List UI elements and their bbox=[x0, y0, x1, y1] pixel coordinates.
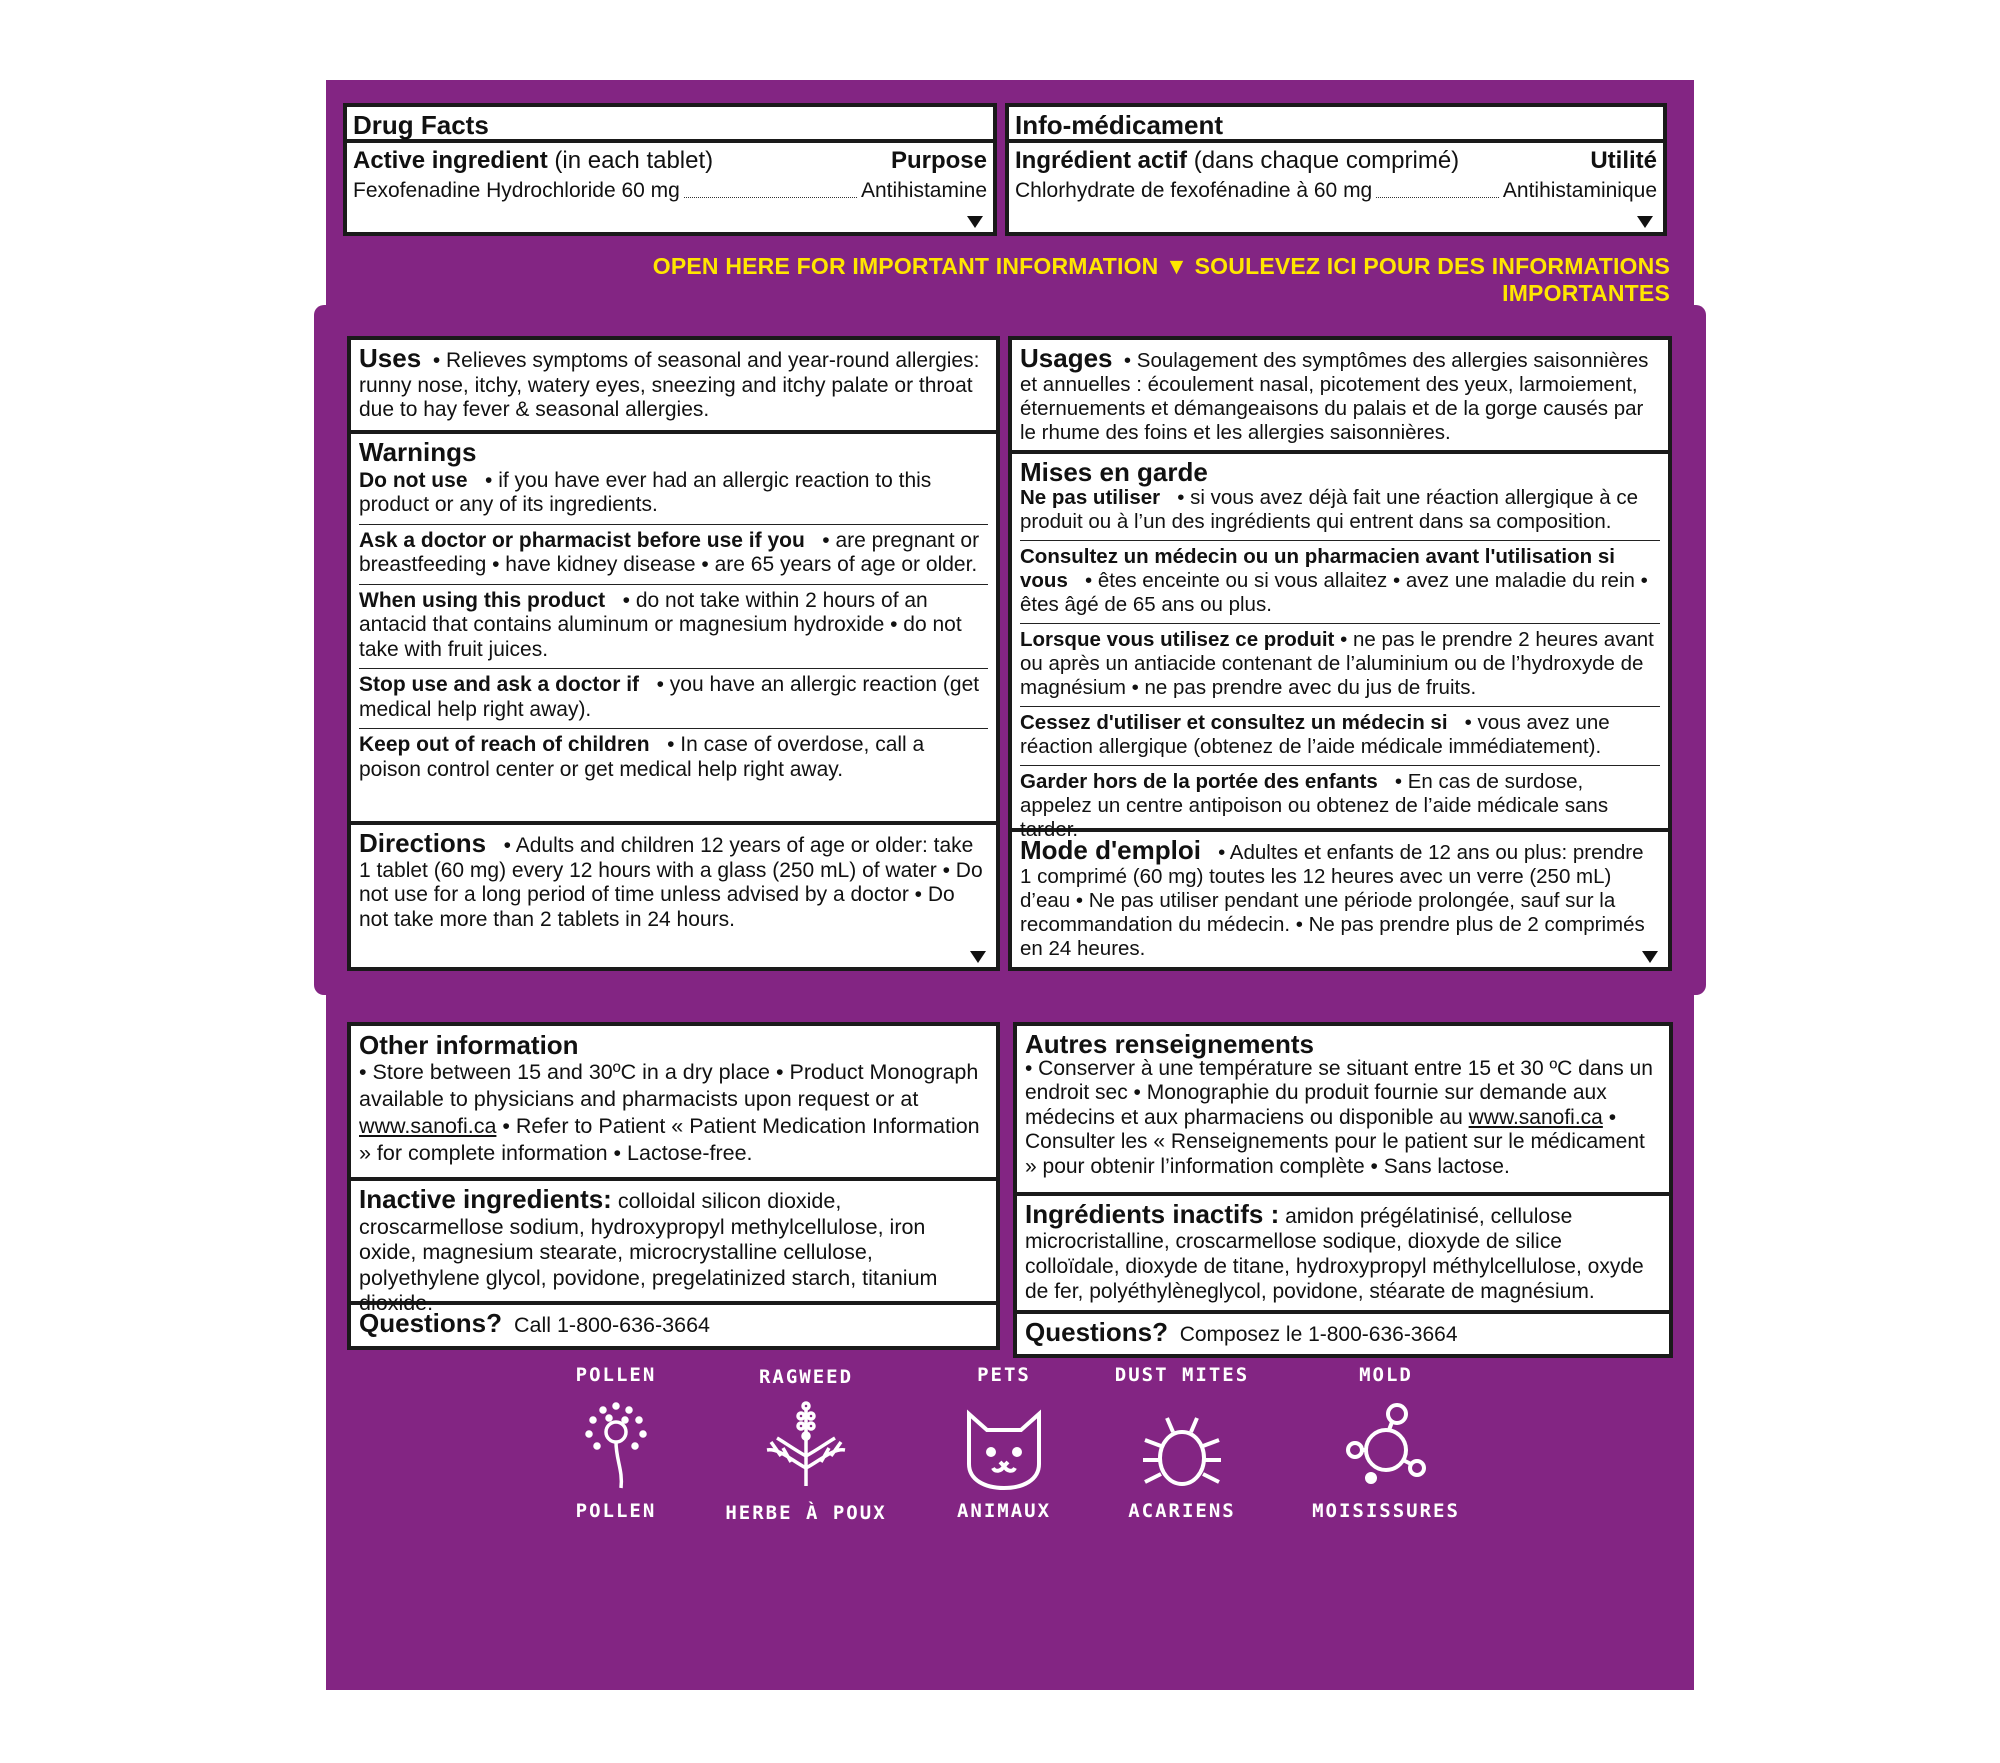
when-using-label: When using this product bbox=[359, 588, 606, 612]
keep-out-label: Keep out of reach of children bbox=[359, 733, 650, 756]
phone-number: Call 1-800-636-3664 bbox=[513, 1313, 710, 1337]
ingredient-purpose-fr: Antihistaminique bbox=[1502, 179, 1657, 202]
cessez-label: Cessez d'utiliser et consultez un médecin si bbox=[1020, 711, 1448, 734]
warnings-section bbox=[351, 434, 996, 825]
inactive-section bbox=[351, 1181, 996, 1315]
stop-use-text: • you have an allergic reaction (get medical help right away). bbox=[359, 673, 980, 721]
other-info-section bbox=[351, 1026, 996, 1181]
purpose-label-fr: Utilité bbox=[1590, 147, 1657, 174]
inactifs-text: amidon prégélatinisé, cellulose microcristalline, croscarmellose sodique, dioxyde de silice colloïdale, dioxyde de titane, hydroxypropyl méthylcellulose, oxyde de fer, polyéthylèneglycol, povidone, stéarate de magnésium. bbox=[1025, 1205, 1644, 1303]
mises-en-garde-section bbox=[1012, 454, 1668, 841]
drug-facts-title: Drug Facts bbox=[353, 110, 489, 140]
mold-icon bbox=[1341, 1400, 1431, 1490]
other-info-panel-fr bbox=[1013, 1022, 1673, 1358]
phone-number-fr: Composez le 1-800-636-3664 bbox=[1179, 1323, 1458, 1346]
directions-text: • Adults and children 12 years of age or older: take 1 tablet (60 mg) every 12 hours with a glass (250 mL) of water • Do not use for a long period of time unless advised by a doctor • Do not take more than 2 tablets in 24 hours. bbox=[359, 834, 983, 931]
down-triangle-icon bbox=[1642, 951, 1658, 963]
questions-section-fr bbox=[1017, 1314, 1669, 1354]
autres-section bbox=[1017, 1026, 1669, 1196]
questions-heading-fr: Questions? bbox=[1025, 1317, 1169, 1347]
mode-emploi-text: • Adultes et enfants de 12 ans ou plus: prendre 1 comprimé (60 mg) toutes les 12 heures avec un verre (250 mL) d’eau • Ne pas utiliser pendant une période prolongée, sauf sur la recommandation du médecin. • Ne pas prendre plus de 2 comprimés en 24 heures. bbox=[1020, 841, 1645, 960]
allergen-label-en: RAGWEED bbox=[758, 1366, 854, 1388]
usages-heading: Usages bbox=[1020, 343, 1113, 373]
keep-out-text: • In case of overdose, call a poison control center or get medical help right away. bbox=[359, 733, 925, 781]
active-ingredient-label: Active ingredient bbox=[353, 147, 548, 174]
active-ingredient-label-fr: Ingrédient actif bbox=[1015, 147, 1188, 174]
ask-doctor-text: • are pregnant or breastfeeding • have kidney disease • are 65 years of age or older. bbox=[359, 528, 980, 576]
consultez-label: Consultez un médecin ou un pharmacien avant l'utilisation si vous bbox=[1020, 545, 1615, 592]
when-using-text: • do not take within 2 hours of an antacid that contains aluminum or magnesium hydroxide • do not take with fruit juices. bbox=[359, 588, 962, 661]
mode-emploi-heading: Mode d'emploi bbox=[1020, 835, 1201, 865]
allergen-label-en: DUST MITES bbox=[1114, 1364, 1250, 1386]
warnings-heading: Warnings bbox=[359, 437, 477, 467]
cessez-text: • vous avez une réaction allergique (obtenez de l’aide médicale immédiatement). bbox=[1020, 711, 1610, 758]
usages-text: • Soulagement des symptômes des allergies saisonnières et annuelles : écoulement nasal, picotement des yeux, larmoiement, éternuements et démangeaisons du palais et de la gorge causés par le rhume des foins et les allergies saisonnières. bbox=[1020, 349, 1649, 444]
allergen-label-fr: MOISISSURES bbox=[1312, 1500, 1460, 1522]
ingredient-purpose: Antihistamine bbox=[860, 179, 987, 202]
uses-heading: Uses bbox=[359, 343, 422, 373]
allergen-label-en: MOLD bbox=[1359, 1364, 1413, 1386]
questions-heading: Questions? bbox=[359, 1308, 503, 1338]
warnings-panel-fr bbox=[1008, 336, 1672, 971]
inactifs-heading: Ingrédients inactifs : bbox=[1025, 1199, 1280, 1229]
inactifs-section bbox=[1017, 1196, 1669, 1314]
garder-label: Garder hors de la portée des enfants bbox=[1020, 770, 1378, 793]
allergen-label-en: POLLEN bbox=[575, 1364, 657, 1386]
do-not-use-label: Do not use bbox=[359, 468, 468, 492]
ingredient-name-fr: Chlorhydrate de fexofénadine à 60 mg bbox=[1015, 179, 1373, 202]
ragweed-icon bbox=[761, 1398, 851, 1488]
garder-text: • En cas de surdose, appelez un centre antipoison ou obtenez de l’aide médicale sans tarder. bbox=[1020, 770, 1609, 841]
autres-text-1: • Conserver à une température se situant entre 15 et 30 ºC dans un endroit sec • Monographie du produit fournie sur demande aux médecins et aux pharmaciens ou disponible au bbox=[1025, 1056, 1653, 1129]
ingredient-name: Fexofenadine Hydrochloride 60 mg bbox=[353, 179, 680, 202]
do-not-use-text: • if you have ever had an allergic reaction to this product or any of its ingredients. bbox=[359, 468, 932, 516]
ne-pas-utiliser-label: Ne pas utiliser bbox=[1020, 486, 1161, 509]
warnings-panel-en bbox=[347, 336, 1000, 971]
other-info-heading: Other information bbox=[359, 1030, 579, 1060]
directions-section bbox=[351, 825, 996, 967]
active-ingredient-qualifier: (in each tablet) bbox=[554, 147, 714, 174]
drug-facts-title-fr: Info-médicament bbox=[1015, 110, 1224, 140]
ne-pas-utiliser-text: • si vous avez déjà fait une réaction allergique à ce produit ou à l’un des ingrédients qui entrent dans sa composition. bbox=[1020, 486, 1638, 533]
lorsque-label: Lorsque vous utilisez ce produit bbox=[1020, 628, 1335, 651]
sanofi-link[interactable]: www.sanofi.ca bbox=[359, 1114, 497, 1138]
other-info-text-2: • Refer to Patient « Patient Medication Information » for complete information • Lactose-free. bbox=[359, 1114, 980, 1165]
dust-mite-icon bbox=[1137, 1406, 1227, 1496]
mises-en-garde-heading: Mises en garde bbox=[1020, 457, 1208, 487]
other-info-panel-en bbox=[347, 1022, 1000, 1350]
stop-use-label: Stop use and ask a doctor if bbox=[359, 673, 640, 696]
directions-heading: Directions bbox=[359, 828, 487, 858]
other-info-text-1: • Store between 15 and 30ºC in a dry place • Product Monograph available to physicians and pharmacists upon request or at bbox=[359, 1060, 979, 1111]
active-ingredient-qualifier-fr: (dans chaque comprimé) bbox=[1193, 147, 1460, 174]
inactive-text: colloidal silicon dioxide, croscarmellose sodium, hydroxypropyl methylcellulose, iron oxide, magnesium stearate, microcrystalline cellulose, polyethylene glycol, povidone, pregelatinized starch, titanium dioxide. bbox=[359, 1189, 938, 1315]
allergen-label-fr: ACARIENS bbox=[1128, 1500, 1236, 1522]
autres-text-2: • Consulter les « Renseignements pour le patient sur le médicament » pour obtenir l’information complète • Sans lactose. bbox=[1025, 1105, 1645, 1178]
ask-doctor-label: Ask a doctor or pharmacist before use if you bbox=[359, 528, 805, 552]
drug-facts-header-fr bbox=[1005, 103, 1667, 236]
allergen-label-en: PETS bbox=[977, 1364, 1031, 1386]
questions-section bbox=[351, 1305, 996, 1345]
allergen-label-fr: POLLEN bbox=[575, 1500, 657, 1522]
pollen-icon bbox=[571, 1400, 661, 1490]
consultez-text: • êtes enceinte ou si vous allaitez • avez une maladie du rein • êtes âgé de 65 ans ou plus. bbox=[1020, 569, 1648, 616]
allergen-label-fr: ANIMAUX bbox=[956, 1500, 1052, 1522]
lorsque-text: • ne pas le prendre 2 heures avant ou après un antiacide contenant de l’aluminium ou de l’hydroxyde de magnésium • ne pas prendre avec du jus de fruits. bbox=[1020, 628, 1654, 699]
sanofi-link-fr[interactable]: www.sanofi.ca bbox=[1468, 1105, 1603, 1129]
down-triangle-icon bbox=[967, 216, 983, 228]
allergen-label-fr: HERBE À POUX bbox=[725, 1502, 887, 1524]
drug-facts-header-en bbox=[343, 103, 997, 236]
open-here-label[interactable]: OPEN HERE FOR IMPORTANT INFORMATION ▼ SOULEVEZ ICI POUR DES INFORMATIONS IMPORTANTES bbox=[652, 253, 1670, 306]
down-triangle-icon bbox=[970, 951, 986, 963]
mode-emploi-section bbox=[1012, 832, 1668, 967]
down-triangle-icon bbox=[1637, 216, 1653, 228]
inactive-heading: Inactive ingredients: bbox=[359, 1184, 612, 1214]
uses-text: • Relieves symptoms of seasonal and year-round allergies: runny nose, itchy, watery eyes, sneezing and itchy palate or throat due to hay fever & seasonal allergies. bbox=[359, 349, 980, 421]
uses-section bbox=[351, 340, 996, 434]
autres-heading: Autres renseignements bbox=[1025, 1029, 1314, 1059]
purpose-label: Purpose bbox=[890, 147, 987, 174]
cat-icon bbox=[959, 1404, 1049, 1494]
usages-section bbox=[1012, 340, 1668, 454]
